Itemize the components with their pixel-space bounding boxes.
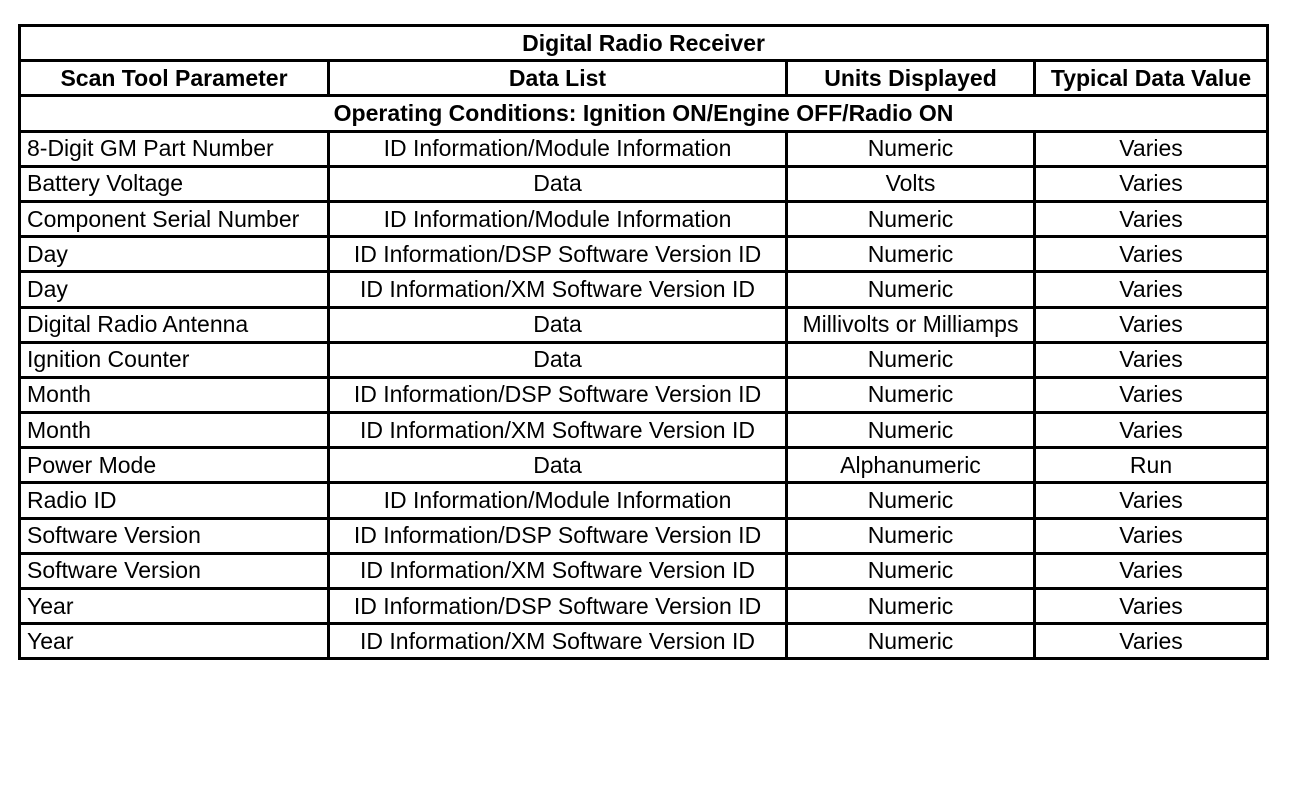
cell-data-list: ID Information/XM Software Version ID (329, 413, 787, 448)
cell-parameter: Year (20, 624, 329, 659)
cell-parameter: Radio ID (20, 483, 329, 518)
cell-parameter: Month (20, 377, 329, 412)
cell-typical-value: Varies (1035, 201, 1268, 236)
cell-typical-value: Varies (1035, 413, 1268, 448)
cell-typical-value: Varies (1035, 342, 1268, 377)
cell-data-list: ID Information/XM Software Version ID (329, 272, 787, 307)
column-header-units: Units Displayed (787, 61, 1035, 96)
cell-parameter: 8-Digit GM Part Number (20, 131, 329, 166)
cell-units: Numeric (787, 413, 1035, 448)
cell-data-list: ID Information/Module Information (329, 131, 787, 166)
cell-data-list: ID Information/DSP Software Version ID (329, 518, 787, 553)
cell-typical-value: Varies (1035, 237, 1268, 272)
cell-data-list: Data (329, 166, 787, 201)
cell-typical-value: Varies (1035, 272, 1268, 307)
title-row (20, 26, 1268, 61)
cell-data-list: ID Information/Module Information (329, 483, 787, 518)
cell-units: Numeric (787, 589, 1035, 624)
cell-typical-value: Varies (1035, 589, 1268, 624)
table-row (20, 237, 1268, 272)
cell-units: Numeric (787, 342, 1035, 377)
header-row (20, 61, 1268, 96)
cell-data-list: ID Information/XM Software Version ID (329, 624, 787, 659)
cell-typical-value: Varies (1035, 518, 1268, 553)
cell-data-list: Data (329, 342, 787, 377)
cell-units: Numeric (787, 377, 1035, 412)
cell-parameter: Month (20, 413, 329, 448)
cell-units: Volts (787, 166, 1035, 201)
table-row (20, 342, 1268, 377)
cell-parameter: Power Mode (20, 448, 329, 483)
table-row (20, 307, 1268, 342)
table-row (20, 448, 1268, 483)
cell-typical-value: Varies (1035, 624, 1268, 659)
cell-units: Numeric (787, 237, 1035, 272)
cell-data-list: ID Information/DSP Software Version ID (329, 377, 787, 412)
cell-data-list: ID Information/DSP Software Version ID (329, 237, 787, 272)
cell-data-list: ID Information/Module Information (329, 201, 787, 236)
cell-units: Numeric (787, 518, 1035, 553)
cell-typical-value: Varies (1035, 166, 1268, 201)
cell-typical-value: Varies (1035, 483, 1268, 518)
cell-units: Numeric (787, 131, 1035, 166)
cell-parameter: Battery Voltage (20, 166, 329, 201)
table-row (20, 624, 1268, 659)
table-row (20, 518, 1268, 553)
cell-units: Numeric (787, 201, 1035, 236)
table-row (20, 589, 1268, 624)
cell-parameter: Year (20, 589, 329, 624)
cell-typical-value: Varies (1035, 553, 1268, 588)
cell-parameter: Day (20, 237, 329, 272)
cell-data-list: ID Information/DSP Software Version ID (329, 589, 787, 624)
cell-units: Numeric (787, 553, 1035, 588)
table-row (20, 553, 1268, 588)
operating-conditions: Operating Conditions: Ignition ON/Engine OFF/Radio ON (20, 96, 1268, 131)
cell-typical-value: Varies (1035, 307, 1268, 342)
column-header-data-list: Data List (329, 61, 787, 96)
table-row (20, 166, 1268, 201)
cell-parameter: Day (20, 272, 329, 307)
cell-parameter: Software Version (20, 553, 329, 588)
cell-parameter: Component Serial Number (20, 201, 329, 236)
cell-units: Numeric (787, 483, 1035, 518)
cell-units: Alphanumeric (787, 448, 1035, 483)
cell-parameter: Software Version (20, 518, 329, 553)
data-table (18, 24, 1269, 660)
table-row (20, 272, 1268, 307)
table-row (20, 413, 1268, 448)
table-row (20, 483, 1268, 518)
column-header-typical-value: Typical Data Value (1035, 61, 1268, 96)
cell-typical-value: Run (1035, 448, 1268, 483)
table-body (20, 131, 1268, 659)
conditions-row (20, 96, 1268, 131)
column-header-parameter: Scan Tool Parameter (20, 61, 329, 96)
cell-data-list: Data (329, 448, 787, 483)
cell-units: Numeric (787, 272, 1035, 307)
cell-data-list: Data (329, 307, 787, 342)
cell-parameter: Ignition Counter (20, 342, 329, 377)
table-title: Digital Radio Receiver (20, 26, 1268, 61)
cell-typical-value: Varies (1035, 377, 1268, 412)
cell-data-list: ID Information/XM Software Version ID (329, 553, 787, 588)
cell-units: Millivolts or Milliamps (787, 307, 1035, 342)
cell-parameter: Digital Radio Antenna (20, 307, 329, 342)
table-row (20, 131, 1268, 166)
table-row (20, 377, 1268, 412)
cell-units: Numeric (787, 624, 1035, 659)
table-row (20, 201, 1268, 236)
cell-typical-value: Varies (1035, 131, 1268, 166)
